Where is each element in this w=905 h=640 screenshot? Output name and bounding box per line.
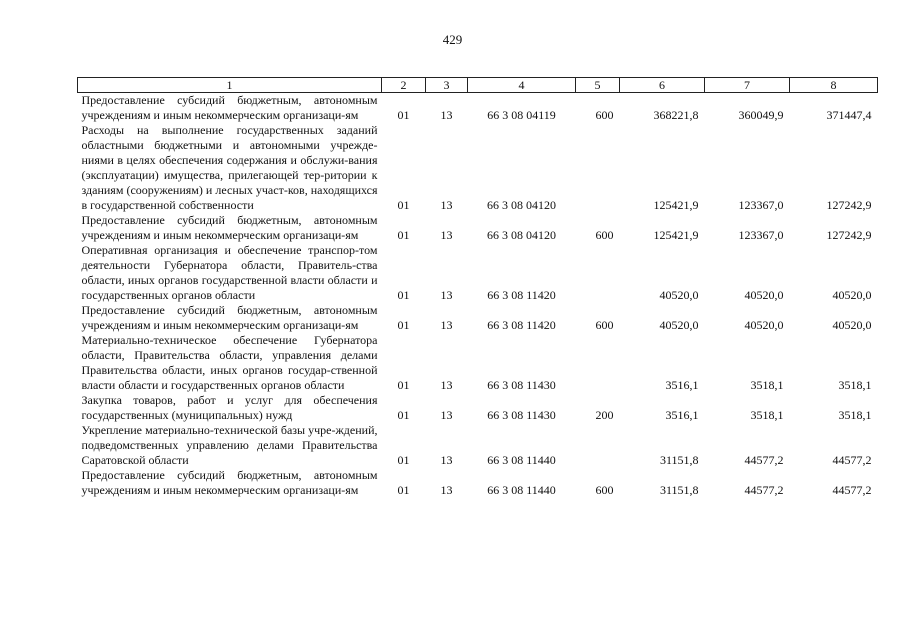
row-amount-1: 31151,8 [659, 453, 699, 467]
row-section: 01 [397, 378, 410, 392]
row-amount-2: 44577,2 [744, 483, 784, 497]
row-amount-3: 44577,2 [832, 453, 872, 467]
column-header: 7 [705, 78, 790, 93]
table-body [78, 93, 878, 499]
row-subsection: 13 [440, 483, 453, 497]
row-target-article: 66 3 08 11440 [487, 453, 556, 467]
row-subsection: 13 [440, 108, 453, 122]
row-subsection: 13 [440, 288, 453, 302]
column-header: 5 [576, 78, 620, 93]
row-description: Укрепление материально-технической базы учре-ждений, подведомственных управлению делами Правительства Саратовской области [81, 423, 378, 467]
row-amount-2: 40520,0 [744, 318, 784, 332]
row-amount-3: 127242,9 [826, 228, 872, 242]
table-header-row [78, 78, 878, 93]
row-amount-1: 40520,0 [659, 318, 699, 332]
row-description: Оперативная организация и обеспечение транспор-том деятельности Губернатора области, Правитель-ства области, иных органов государственной власти области и государственных органов области [81, 243, 378, 302]
row-subsection: 13 [440, 378, 453, 392]
row-expense-type [576, 333, 620, 393]
row-subsection: 13 [440, 228, 453, 242]
row-expense-type: 600 [595, 483, 614, 497]
row-section: 01 [397, 108, 410, 122]
row-description: Предоставление субсидий бюджетным, автономным учреждениям и иным некоммерческим организаци-ям [81, 93, 378, 122]
row-description: Предоставление субсидий бюджетным, автономным учреждениям и иным некоммерческим организаци-ям [81, 213, 378, 242]
table-row [78, 303, 878, 333]
row-description: Закупка товаров, работ и услуг для обеспечения государственных (муниципальных) нужд [81, 393, 378, 422]
column-header: 6 [620, 78, 705, 93]
column-header: 4 [468, 78, 576, 93]
row-expense-type [576, 423, 620, 468]
row-target-article: 66 3 08 04120 [487, 228, 556, 242]
row-target-article: 66 3 08 11430 [487, 408, 556, 422]
row-amount-1: 125421,9 [653, 198, 699, 212]
row-amount-1: 368221,8 [653, 108, 699, 122]
row-amount-2: 40520,0 [744, 288, 784, 302]
row-amount-2: 3518,1 [750, 408, 784, 422]
row-amount-1: 40520,0 [659, 288, 699, 302]
table-row [78, 213, 878, 243]
row-section: 01 [397, 408, 410, 422]
row-amount-1: 3516,1 [665, 408, 699, 422]
row-description: Предоставление субсидий бюджетным, автономным учреждениям и иным некоммерческим организаци-ям [81, 468, 378, 497]
row-target-article: 66 3 08 11420 [487, 288, 556, 302]
budget-table [77, 77, 878, 498]
table-row [78, 243, 878, 303]
row-target-article: 66 3 08 11430 [487, 378, 556, 392]
row-amount-1: 125421,9 [653, 228, 699, 242]
row-amount-3: 3518,1 [838, 378, 872, 392]
row-amount-2: 3518,1 [750, 378, 784, 392]
row-amount-3: 127242,9 [826, 198, 872, 212]
row-subsection: 13 [440, 198, 453, 212]
row-subsection: 13 [440, 408, 453, 422]
row-target-article: 66 3 08 04120 [487, 198, 556, 212]
row-amount-2: 123367,0 [738, 198, 784, 212]
row-amount-2: 360049,9 [738, 108, 784, 122]
row-section: 01 [397, 318, 410, 332]
row-amount-3: 40520,0 [832, 288, 872, 302]
row-subsection: 13 [440, 453, 453, 467]
row-amount-2: 123367,0 [738, 228, 784, 242]
row-section: 01 [397, 198, 410, 212]
page-number: 429 [442, 32, 463, 47]
row-target-article: 66 3 08 11420 [487, 318, 556, 332]
row-section: 01 [397, 288, 410, 302]
row-description: Расходы на выполнение государственных заданий областными бюджетными и автономными учрежде-ниями в целях обеспечения содержания и обслужи-вания (эксплуатации) имущества, прилегающей тер-ритории к зданиям (сооружениям) и лесных участ-ков, находящихся в государственной собственности [81, 123, 378, 212]
column-header: 2 [382, 78, 426, 93]
table-row [78, 93, 878, 124]
table-row [78, 123, 878, 213]
row-target-article: 66 3 08 11440 [487, 483, 556, 497]
row-expense-type: 200 [595, 408, 614, 422]
row-section: 01 [397, 228, 410, 242]
row-expense-type [576, 123, 620, 213]
row-expense-type: 600 [595, 228, 614, 242]
row-expense-type: 600 [595, 108, 614, 122]
row-expense-type [576, 243, 620, 303]
table-row [78, 393, 878, 423]
row-section: 01 [397, 483, 410, 497]
column-header: 1 [78, 78, 382, 93]
row-subsection: 13 [440, 318, 453, 332]
table-row [78, 468, 878, 498]
row-target-article: 66 3 08 04119 [487, 108, 556, 122]
row-amount-3: 371447,4 [826, 108, 872, 122]
row-description: Предоставление субсидий бюджетным, автономным учреждениям и иным некоммерческим организаци-ям [81, 303, 378, 332]
row-amount-1: 31151,8 [659, 483, 699, 497]
column-header: 8 [790, 78, 878, 93]
row-amount-3: 40520,0 [832, 318, 872, 332]
row-description: Материально-техническое обеспечение Губернатора области, Правительства области, управления делами Правительства области, иных органов государ-ственной власти области и государственных органов области [81, 333, 378, 392]
row-amount-3: 44577,2 [832, 483, 872, 497]
table-row [78, 333, 878, 393]
row-amount-2: 44577,2 [744, 453, 784, 467]
table-row [78, 423, 878, 468]
row-amount-1: 3516,1 [665, 378, 699, 392]
row-section: 01 [397, 453, 410, 467]
row-expense-type: 600 [595, 318, 614, 332]
row-amount-3: 3518,1 [838, 408, 872, 422]
column-header: 3 [426, 78, 468, 93]
